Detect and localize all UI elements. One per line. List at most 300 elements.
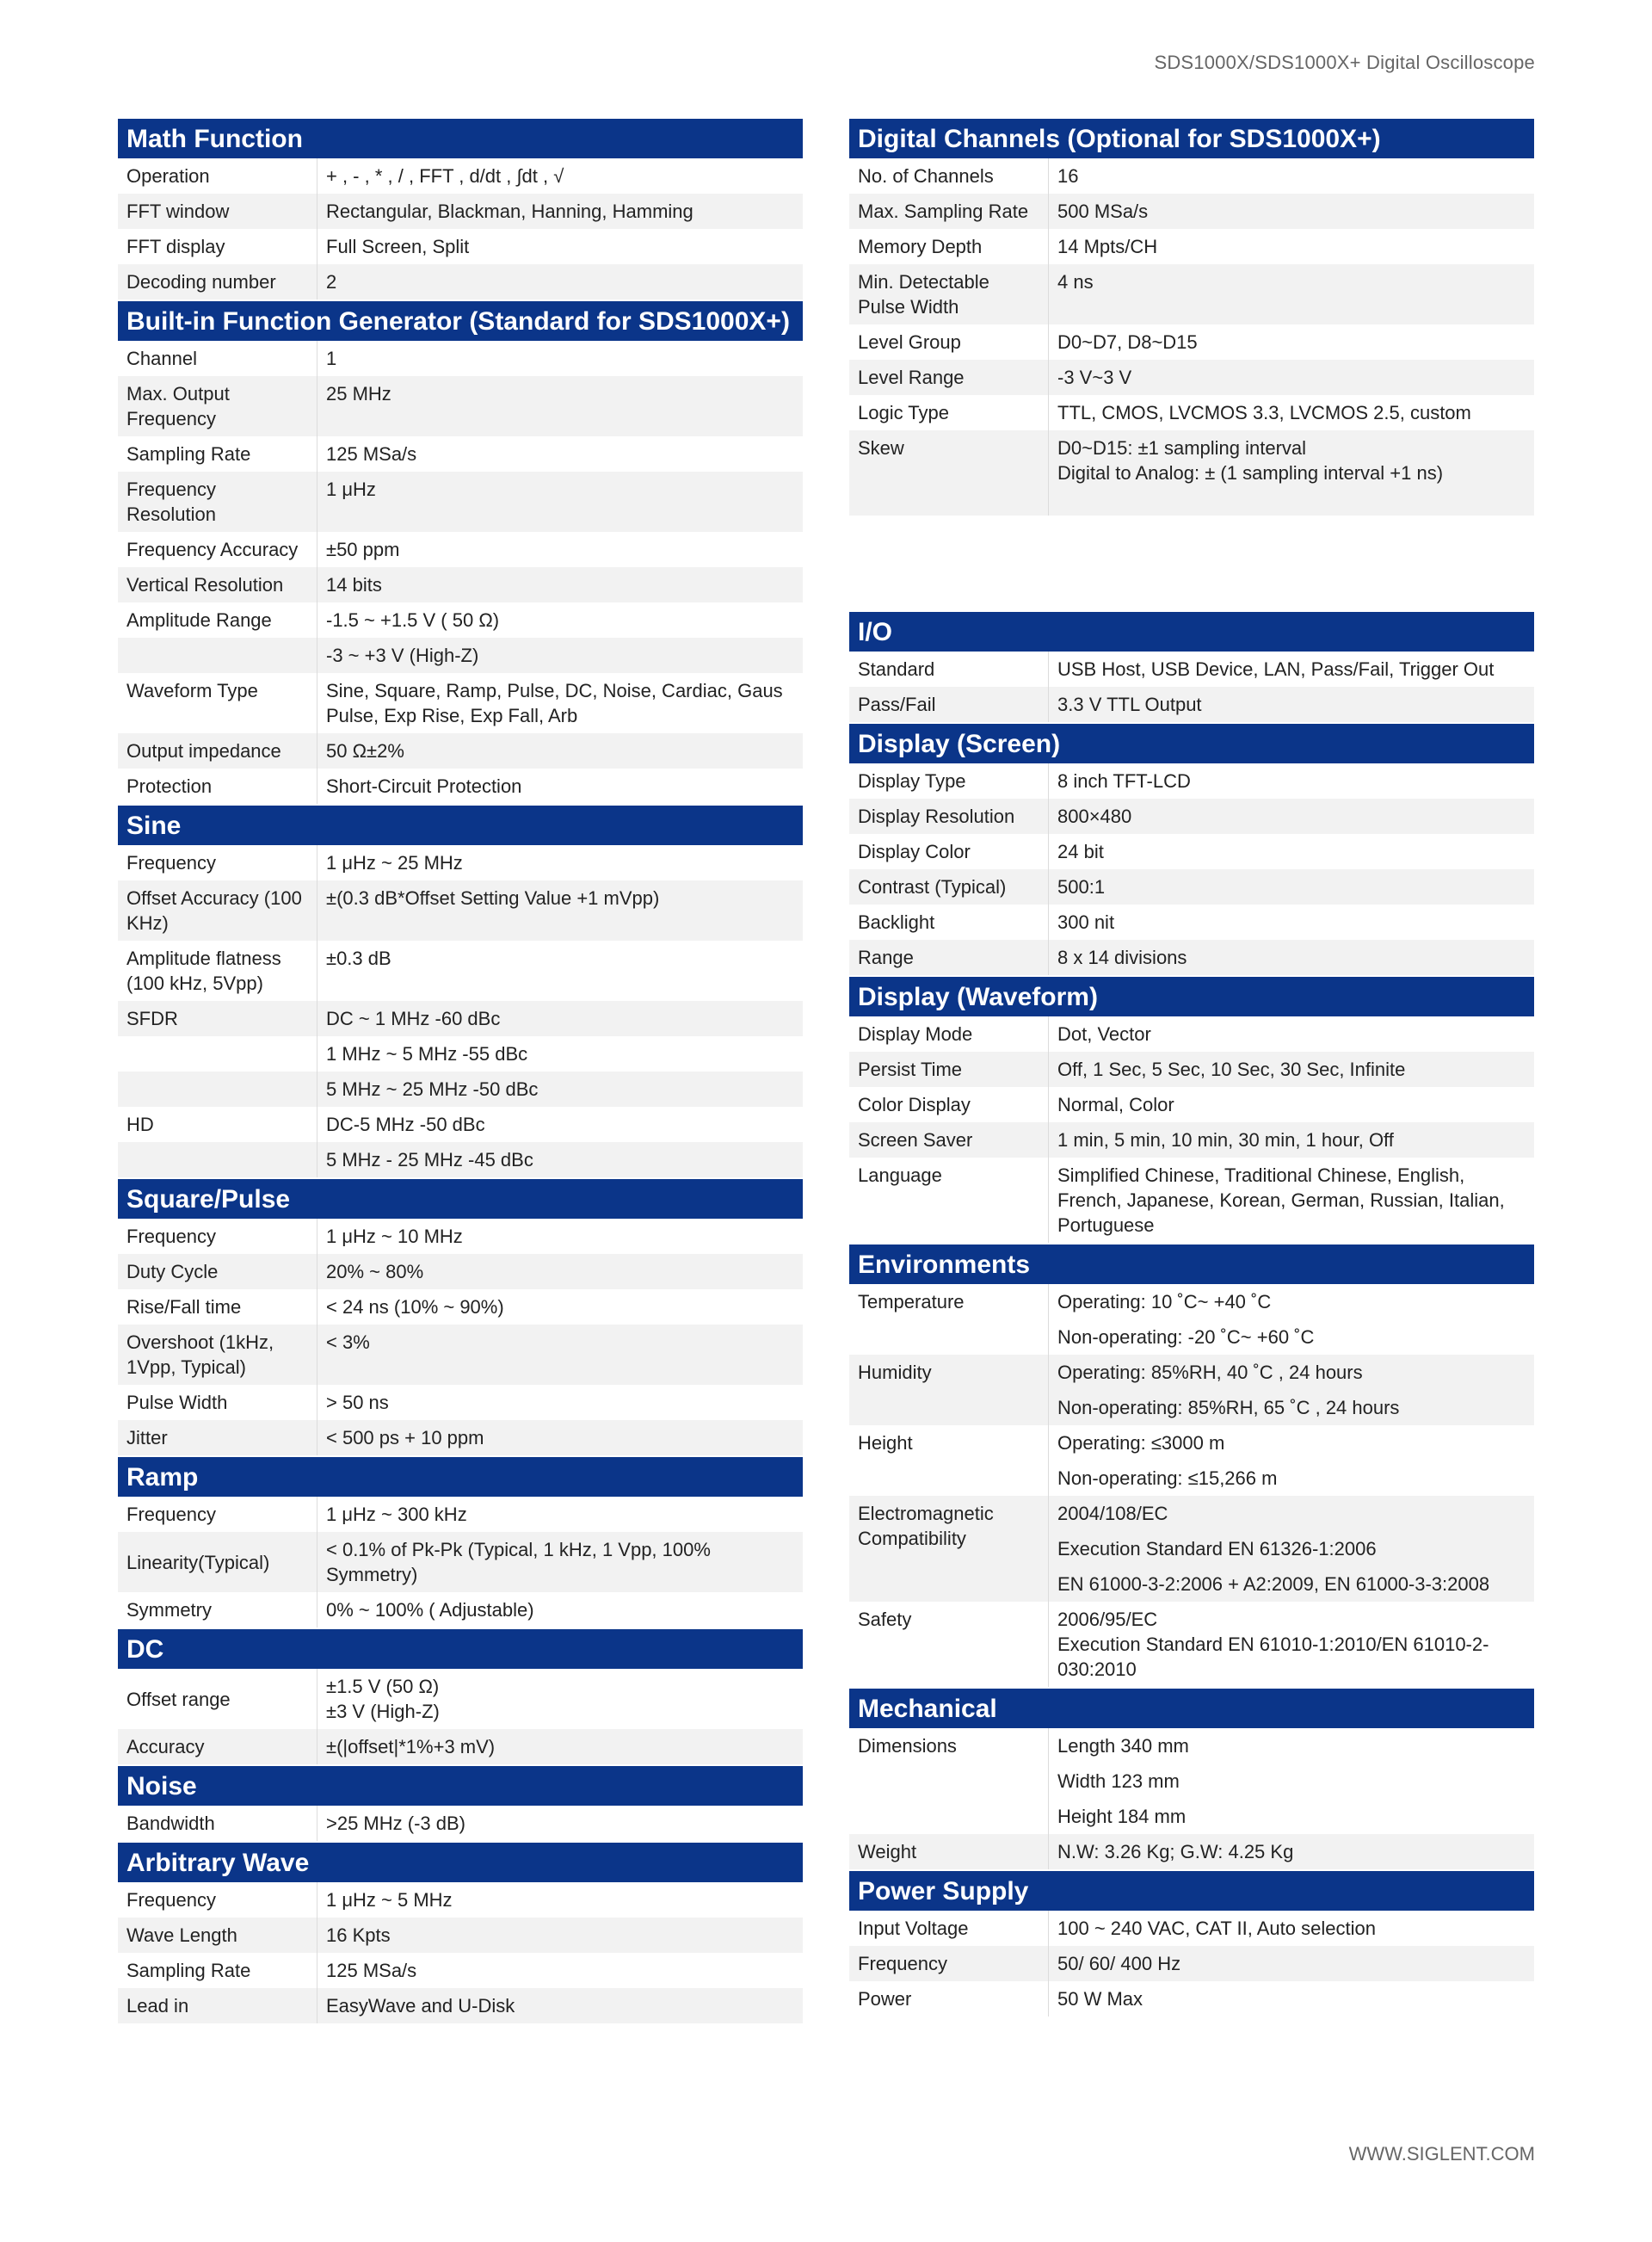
spec-value-line: 1 μHz	[326, 479, 376, 500]
spec-label: Lead in	[118, 1988, 317, 2023]
table-row	[118, 341, 803, 376]
website-url: WWW.SIGLENT.COM	[1348, 2143, 1535, 2165]
spec-value-line: 50 W Max	[1057, 1988, 1143, 2010]
table-row	[849, 1087, 1534, 1122]
spec-label: Color Display	[849, 1087, 1049, 1122]
spec-value	[1049, 158, 1534, 194]
spec-value-line: 16	[1057, 165, 1079, 187]
spec-value-line: Short-Circuit Protection	[326, 775, 522, 797]
spec-value-line: ±0.3 dB	[326, 948, 391, 969]
spec-value	[317, 1592, 803, 1627]
left-column	[118, 117, 803, 2023]
spec-value	[317, 880, 803, 941]
table-row	[849, 360, 1534, 395]
spec-section-dc	[118, 1629, 803, 1764]
spec-value-line: 500 MSa/s	[1057, 201, 1149, 222]
spec-value	[317, 638, 803, 673]
table-row	[118, 532, 803, 567]
spec-value	[1049, 395, 1534, 430]
spec-value	[317, 845, 803, 880]
spec-value-line: Execution Standard EN 61326-1:2006	[1057, 1538, 1377, 1560]
spec-label: Level Group	[849, 324, 1049, 360]
spec-value	[1049, 905, 1534, 940]
table-row	[118, 194, 803, 229]
section-title: Environments	[849, 1245, 1534, 1284]
spec-value-line: 1	[326, 348, 337, 369]
spec-section-ramp	[118, 1457, 803, 1627]
section-title: Math Function	[118, 119, 803, 158]
spec-section-square-pulse	[118, 1179, 803, 1455]
spec-label: Vertical Resolution	[118, 567, 317, 602]
spec-value-line: Full Screen, Split	[326, 236, 470, 257]
spec-label	[118, 1072, 317, 1107]
spec-table	[118, 1806, 803, 1841]
spec-table	[118, 1882, 803, 2023]
spec-value-line: 5 MHz ~ 25 MHz -50 dBc	[326, 1078, 539, 1100]
spec-value	[317, 1729, 803, 1764]
table-row	[118, 1918, 803, 1953]
spec-label: Temperature	[849, 1284, 1049, 1355]
section-title: Built-in Function Generator (Standard for SDS1000X+)	[118, 301, 803, 341]
spec-value	[1049, 869, 1534, 905]
spec-label: Range	[849, 940, 1049, 975]
table-row	[849, 158, 1534, 194]
table-row	[118, 472, 803, 532]
spec-value-line: < 0.1% of Pk-Pk (Typical, 1 kHz, 1 Vpp, 100% Symmetry)	[326, 1539, 711, 1585]
spec-value	[1049, 430, 1534, 516]
spec-label: Jitter	[118, 1420, 317, 1455]
spec-value	[1049, 324, 1534, 360]
spec-value	[317, 1325, 803, 1385]
spec-section-environments	[849, 1245, 1534, 1687]
spec-label: Input Voltage	[849, 1911, 1049, 1946]
spec-label: Dimensions	[849, 1728, 1049, 1834]
spec-value-line: TTL, CMOS, LVCMOS 3.3, LVCMOS 2.5, custom	[1057, 402, 1471, 423]
spec-value	[317, 472, 803, 532]
spec-label: Duty Cycle	[118, 1254, 317, 1289]
spec-value-line: -3 V~3 V	[1057, 367, 1132, 388]
table-row	[118, 1254, 803, 1289]
spec-table	[849, 158, 1534, 516]
spec-value-line: 8 x 14 divisions	[1057, 947, 1187, 968]
table-row	[849, 1355, 1534, 1425]
spec-value	[1049, 1946, 1534, 1981]
section-title: Noise	[118, 1766, 803, 1806]
spec-label: Offset Accuracy (100 KHz)	[118, 880, 317, 941]
spec-label: Frequency Resolution	[118, 472, 317, 532]
spec-value-line: 1 μHz ~ 10 MHz	[326, 1226, 463, 1247]
spec-value-line: 16 Kpts	[326, 1924, 391, 1946]
table-row	[118, 376, 803, 436]
spec-label: Humidity	[849, 1355, 1049, 1425]
spec-label: Display Mode	[849, 1016, 1049, 1052]
spec-value-line: Operating: 85%RH, 40 ˚C , 24 hours	[1057, 1362, 1363, 1383]
spec-value	[1049, 1355, 1534, 1425]
table-row	[118, 673, 803, 733]
spec-value	[1049, 834, 1534, 869]
spec-value-line: 100 ~ 240 VAC, CAT II, Auto selection	[1057, 1918, 1376, 1939]
spec-value	[1049, 1834, 1534, 1869]
table-row	[118, 1107, 803, 1142]
spec-value	[317, 1001, 803, 1036]
spec-label: Power	[849, 1981, 1049, 2017]
spec-value-line: USB Host, USB Device, LAN, Pass/Fail, Trigger Out	[1057, 658, 1495, 680]
spec-value	[317, 602, 803, 638]
spec-label	[118, 1036, 317, 1072]
spec-value-line: 2	[326, 271, 337, 293]
spec-value	[1049, 1122, 1534, 1158]
table-row	[849, 834, 1534, 869]
spec-value-line: EasyWave and U-Disk	[326, 1995, 515, 2017]
table-row	[118, 880, 803, 941]
table-row	[849, 1158, 1534, 1243]
table-row	[849, 1602, 1534, 1687]
table-row	[118, 733, 803, 769]
spec-value-line: 24 bit	[1057, 841, 1104, 862]
spec-label: Pass/Fail	[849, 687, 1049, 722]
spec-value-line: < 24 ns (10% ~ 90%)	[326, 1296, 504, 1318]
table-row	[118, 567, 803, 602]
spec-label: Height	[849, 1425, 1049, 1496]
spec-value	[317, 1953, 803, 1988]
spec-label: Language	[849, 1158, 1049, 1243]
table-row	[118, 436, 803, 472]
section-title: Power Supply	[849, 1871, 1534, 1911]
table-row	[849, 1284, 1534, 1355]
spec-value-line: 500:1	[1057, 876, 1106, 898]
spec-label: Accuracy	[118, 1729, 317, 1764]
table-row	[118, 1953, 803, 1988]
spec-label: Frequency	[118, 845, 317, 880]
spec-value-line: Dot, Vector	[1057, 1023, 1151, 1045]
spec-label: FFT display	[118, 229, 317, 264]
spec-value	[1049, 687, 1534, 722]
spec-label: Amplitude flatness (100 kHz, 5Vpp)	[118, 941, 317, 1001]
table-row	[849, 1122, 1534, 1158]
spec-value-line: 1 min, 5 min, 10 min, 30 min, 1 hour, Off	[1057, 1129, 1394, 1151]
table-row	[849, 264, 1534, 324]
spec-value	[1049, 1284, 1534, 1355]
section-title: Arbitrary Wave	[118, 1843, 803, 1882]
table-row	[118, 602, 803, 638]
spec-value-line: < 3%	[326, 1331, 370, 1353]
spec-label: Channel	[118, 341, 317, 376]
table-row	[849, 763, 1534, 799]
table-row	[118, 1072, 803, 1107]
table-row	[849, 229, 1534, 264]
spec-table	[849, 1728, 1534, 1869]
section-title: Display (Screen)	[849, 724, 1534, 763]
spec-table	[118, 1219, 803, 1455]
section-title: Mechanical	[849, 1689, 1534, 1728]
spec-section-display-waveform	[849, 977, 1534, 1243]
table-row	[118, 1420, 803, 1455]
table-row	[118, 1219, 803, 1254]
spec-value-line: ±3 V (High-Z)	[326, 1701, 440, 1722]
table-row	[118, 1036, 803, 1072]
spec-value	[317, 941, 803, 1001]
spec-label: Standard	[849, 652, 1049, 687]
spec-label: Persist Time	[849, 1052, 1049, 1087]
spec-value	[317, 1882, 803, 1918]
spec-value	[1049, 763, 1534, 799]
spec-value-line: Width 123 mm	[1057, 1770, 1180, 1792]
spec-label: Linearity(Typical)	[118, 1532, 317, 1592]
spec-value	[1049, 940, 1534, 975]
spec-value-line: 4 ns	[1057, 271, 1094, 293]
spec-value-line: 300 nit	[1057, 911, 1115, 933]
right-column	[849, 117, 1534, 2017]
spec-value	[1049, 360, 1534, 395]
spec-label: Contrast (Typical)	[849, 869, 1049, 905]
spec-label: Display Color	[849, 834, 1049, 869]
document-title: SDS1000X/SDS1000X+ Digital Oscilloscope	[1154, 52, 1535, 73]
spec-value-line: 14 bits	[326, 574, 382, 596]
spec-label: Wave Length	[118, 1918, 317, 1953]
table-row	[118, 1729, 803, 1764]
spec-label	[118, 638, 317, 673]
spec-label: Min. Detectable Pulse Width	[849, 264, 1049, 324]
spacer	[849, 516, 1534, 610]
spec-value	[1049, 264, 1534, 324]
table-row	[849, 1016, 1534, 1052]
spec-label: Decoding number	[118, 264, 317, 300]
spec-label: Frequency	[118, 1219, 317, 1254]
spec-value-line: Operating: 10 ˚C~ +40 ˚C	[1057, 1291, 1272, 1312]
spec-label: Backlight	[849, 905, 1049, 940]
spec-label: No. of Channels	[849, 158, 1049, 194]
spec-label: Bandwidth	[118, 1806, 317, 1841]
spec-value-line: -3 ~ +3 V (High-Z)	[326, 645, 479, 666]
table-row	[849, 1728, 1534, 1834]
spec-value	[1049, 1602, 1534, 1687]
table-row	[118, 941, 803, 1001]
section-title: Display (Waveform)	[849, 977, 1534, 1016]
spec-value-line: DC ~ 1 MHz -60 dBc	[326, 1008, 501, 1029]
table-row	[849, 652, 1534, 687]
spec-section-digital-channels-optional-for-sds1000x	[849, 119, 1534, 516]
spec-value	[317, 264, 803, 300]
spec-value	[317, 376, 803, 436]
spec-label: Sampling Rate	[118, 436, 317, 472]
spec-label: Overshoot (1kHz, 1Vpp, Typical)	[118, 1325, 317, 1385]
spec-label: FFT window	[118, 194, 317, 229]
spec-label: Offset range	[118, 1669, 317, 1729]
spec-value	[317, 1142, 803, 1177]
spec-value-line: >25 MHz (-3 dB)	[326, 1813, 465, 1834]
spec-label: HD	[118, 1107, 317, 1142]
spec-value-line: Rectangular, Blackman, Hanning, Hamming	[326, 201, 693, 222]
spec-section-math-function	[118, 119, 803, 300]
spec-label: Display Type	[849, 763, 1049, 799]
spec-label	[118, 1142, 317, 1177]
spec-label: Output impedance	[118, 733, 317, 769]
spec-section-i-o	[849, 612, 1534, 722]
spec-value-line: N.W: 3.26 Kg; G.W: 4.25 Kg	[1057, 1841, 1294, 1862]
spec-label: Memory Depth	[849, 229, 1049, 264]
spec-value	[317, 1669, 803, 1729]
spec-table	[118, 341, 803, 804]
spec-value	[317, 1532, 803, 1592]
spec-value	[1049, 1052, 1534, 1087]
spec-label: Skew	[849, 430, 1049, 516]
spec-value-line: Length 340 mm	[1057, 1735, 1189, 1757]
spec-value-line: < 500 ps + 10 ppm	[326, 1427, 484, 1448]
spec-label: Max. Output Frequency	[118, 376, 317, 436]
spec-label: SFDR	[118, 1001, 317, 1036]
table-row	[849, 687, 1534, 722]
spec-value-line: 5 MHz - 25 MHz -45 dBc	[326, 1149, 533, 1170]
spec-value-line: Simplified Chinese, Traditional Chinese, English, French, Japanese, Korean, German, Russian, Italian, Portuguese	[1057, 1164, 1505, 1236]
table-row	[118, 1882, 803, 1918]
table-row	[118, 845, 803, 880]
table-row	[118, 1001, 803, 1036]
spec-label: Frequency	[118, 1497, 317, 1532]
spec-value	[1049, 1496, 1534, 1602]
table-row	[118, 1325, 803, 1385]
table-row	[118, 158, 803, 194]
section-title: I/O	[849, 612, 1534, 652]
table-row	[118, 1532, 803, 1592]
spec-value	[1049, 229, 1534, 264]
spec-section-display-screen	[849, 724, 1534, 975]
spec-value-line: Off, 1 Sec, 5 Sec, 10 Sec, 30 Sec, Infinite	[1057, 1059, 1406, 1080]
spec-value-line: 14 Mpts/CH	[1057, 236, 1158, 257]
spec-value-line: DC-5 MHz -50 dBc	[326, 1114, 485, 1135]
spec-value-line: Digital to Analog: ± (1 sampling interval +1 ns)	[1057, 462, 1444, 484]
spec-value	[317, 769, 803, 804]
spec-label: Protection	[118, 769, 317, 804]
spec-section-mechanical	[849, 1689, 1534, 1869]
spec-value-line: EN 61000-3-2:2006 + A2:2009, EN 61000-3-3:2008	[1057, 1573, 1490, 1595]
spec-value-line: 25 MHz	[326, 383, 391, 405]
spec-value-line: 2004/108/EC	[1057, 1503, 1168, 1524]
spec-value	[317, 1988, 803, 2023]
spec-value-line: 1 μHz ~ 25 MHz	[326, 852, 463, 874]
spec-value-line: 50 Ω±2%	[326, 740, 404, 762]
spec-table	[118, 845, 803, 1177]
spec-label: Operation	[118, 158, 317, 194]
spec-section-sine	[118, 806, 803, 1177]
spec-value	[1049, 1911, 1534, 1946]
spec-value	[317, 1497, 803, 1532]
spec-value-line: 50/ 60/ 400 Hz	[1057, 1953, 1181, 1974]
spec-value-line: 125 MSa/s	[326, 443, 417, 465]
spec-section-arbitrary-wave	[118, 1843, 803, 2023]
table-row	[849, 1911, 1534, 1946]
spec-label: Max. Sampling Rate	[849, 194, 1049, 229]
table-row	[118, 1289, 803, 1325]
spec-label: Frequency	[849, 1946, 1049, 1981]
spec-value-line: Sine, Square, Ramp, Pulse, DC, Noise, Cardiac, Gaus Pulse, Exp Rise, Exp Fall, Arb	[326, 680, 783, 726]
spec-value-line: 125 MSa/s	[326, 1960, 417, 1981]
table-row	[849, 1496, 1534, 1602]
spec-label: Symmetry	[118, 1592, 317, 1627]
spec-value-line: 0% ~ 100% ( Adjustable)	[326, 1599, 534, 1621]
table-row	[118, 264, 803, 300]
table-row	[849, 395, 1534, 430]
spec-value-line: Non-operating: 85%RH, 65 ˚C , 24 hours	[1057, 1397, 1400, 1418]
table-row	[849, 1052, 1534, 1087]
spec-value	[1049, 799, 1534, 834]
table-row	[118, 229, 803, 264]
spec-value	[1049, 1981, 1534, 2017]
table-row	[849, 1425, 1534, 1496]
table-row	[118, 1497, 803, 1532]
spec-value-line: Operating: ≤3000 m	[1057, 1432, 1225, 1454]
spec-value-line: Normal, Color	[1057, 1094, 1174, 1115]
table-row	[849, 194, 1534, 229]
section-title: Ramp	[118, 1457, 803, 1497]
table-row	[118, 1806, 803, 1841]
spec-table	[849, 652, 1534, 722]
spec-value-line: 20% ~ 80%	[326, 1261, 424, 1282]
table-row	[849, 869, 1534, 905]
spec-label: Level Range	[849, 360, 1049, 395]
section-title: DC	[118, 1629, 803, 1669]
spec-value-line: Height 184 mm	[1057, 1806, 1187, 1827]
spec-value	[317, 1107, 803, 1142]
spec-section-built-in-function-generator-standard-for-sds1000x	[118, 301, 803, 804]
spec-value	[1049, 1087, 1534, 1122]
section-title: Square/Pulse	[118, 1179, 803, 1219]
spec-value	[317, 567, 803, 602]
spec-table	[849, 1284, 1534, 1687]
spec-value-line: 2006/95/EC	[1057, 1609, 1158, 1630]
spec-value	[317, 532, 803, 567]
spec-label: Sampling Rate	[118, 1953, 317, 1988]
spec-value	[317, 436, 803, 472]
spec-value	[317, 1289, 803, 1325]
spec-label: Amplitude Range	[118, 602, 317, 638]
spec-value	[317, 1806, 803, 1841]
spec-value-line: D0~D15: ±1 sampling interval	[1057, 437, 1307, 459]
section-title: Digital Channels (Optional for SDS1000X+)	[849, 119, 1534, 158]
spec-section-noise	[118, 1766, 803, 1841]
spec-value-line: ±(0.3 dB*Offset Setting Value +1 mVpp)	[326, 887, 660, 909]
spec-value-line: Execution Standard EN 61010-1:2010/EN 61010-2-030:2010	[1057, 1634, 1489, 1680]
spec-table	[849, 1911, 1534, 2017]
table-row	[849, 799, 1534, 834]
spec-label: Weight	[849, 1834, 1049, 1869]
spec-table	[118, 158, 803, 300]
spec-table	[849, 763, 1534, 975]
spec-value	[317, 1420, 803, 1455]
spec-value	[317, 673, 803, 733]
spec-value	[317, 341, 803, 376]
spec-value-line	[1057, 485, 1526, 510]
spec-value	[317, 1254, 803, 1289]
spec-value	[317, 194, 803, 229]
table-row	[849, 324, 1534, 360]
table-row	[849, 940, 1534, 975]
table-row	[849, 430, 1534, 516]
spec-value-line: D0~D7, D8~D15	[1057, 331, 1198, 353]
spec-value	[317, 1072, 803, 1107]
spec-value	[1049, 1425, 1534, 1496]
spec-value-line: 800×480	[1057, 806, 1132, 827]
table-row	[849, 1834, 1534, 1869]
spec-value-line: ±1.5 V (50 Ω)	[326, 1676, 440, 1697]
spec-label: Display Resolution	[849, 799, 1049, 834]
spec-value-line: > 50 ns	[326, 1392, 389, 1413]
spec-value-line: 1 μHz ~ 5 MHz	[326, 1889, 453, 1911]
spec-value	[317, 1036, 803, 1072]
spec-label: Safety	[849, 1602, 1049, 1687]
spec-value	[317, 1219, 803, 1254]
table-row	[118, 1988, 803, 2023]
spec-value	[1049, 1158, 1534, 1243]
